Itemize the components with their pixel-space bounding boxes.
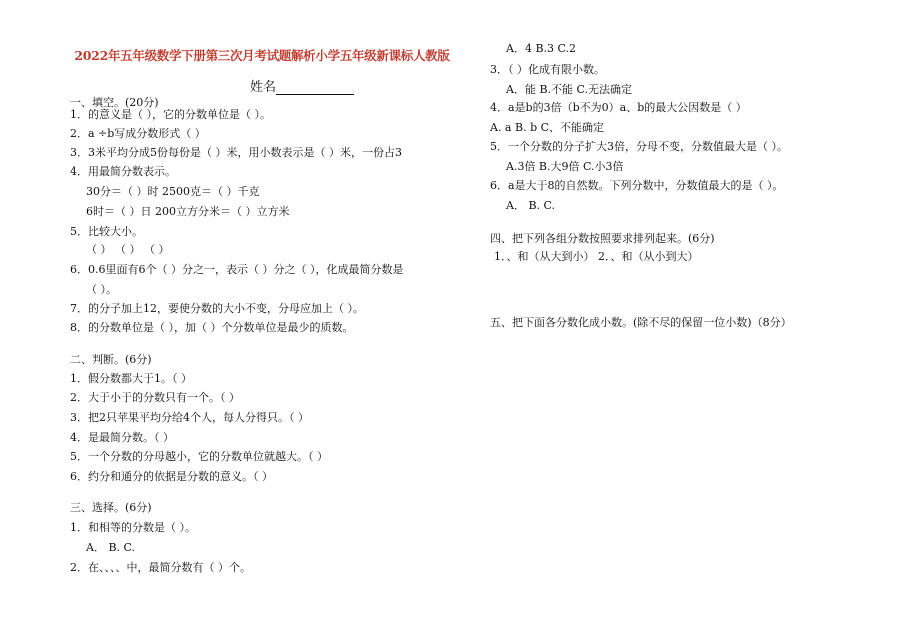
question-line: 30分＝（ ）时 2500克＝（ ）千克 <box>86 185 260 198</box>
question-line: 6．约分和通分的依据是分数的意义。（ ） <box>70 470 273 483</box>
page-title: 2022年五年级数学下册第三次月考试题解析小学五年级新课标人教版 <box>74 48 450 63</box>
question-line: 8．的分数单位是（ ），加（ ）个分数单位是最少的质数。 <box>70 321 354 334</box>
section-decimal: 五、把下面各分数化成小数。(除不尽的保留一位小数)（8分） <box>490 316 792 329</box>
question-line: 3．把2只苹果平均分给4个人，每人分得只。（ ） <box>70 411 309 424</box>
question-line: A． B. C. <box>86 541 136 554</box>
question-line: 2．a ÷b写成分数形式（ ） <box>70 127 206 140</box>
question-line: 4．是最简分数。（ ） <box>70 431 174 444</box>
question-line: A． B. C. <box>506 199 556 212</box>
section-order: 四、把下列各组分数按照要求排列起来。(6分) <box>490 232 715 245</box>
question-line: 5．一个分数的分母越小，它的分数单位就越大。（ ） <box>70 450 328 463</box>
question-line: 5．比较大小。 <box>70 225 143 238</box>
question-line: 1．、和（从大到小） 2．、和（从小到大） <box>494 250 699 263</box>
question-line: A．能 B.不能 C.无法确定 <box>506 83 633 96</box>
question-line: （ ） （ ） （ ） <box>86 243 170 256</box>
question-line: 3．（ ）化成有限小数。 <box>490 63 605 76</box>
question-line: 1．和相等的分数是（ ）。 <box>70 521 196 534</box>
question-line: A.3倍 B.大9倍 C.小3倍 <box>506 160 624 173</box>
question-line: 6时＝（ ）日 200立方分米＝（ ）立方米 <box>86 205 290 218</box>
question-line: 7．的分子加上12，要使分数的大小不变，分母应加上（ ）。 <box>70 302 364 315</box>
question-line: 2．大于小于的分数只有一个。（ ） <box>70 391 240 404</box>
question-line: 4．a是b的3倍（b不为0）a、b的最大公因数是（ ） <box>490 101 747 114</box>
question-line: 1．假分数都大于1。（ ） <box>70 372 192 385</box>
name-field <box>250 76 354 95</box>
question-line: 5．一个分数的分子扩大3倍，分母不变，分数值最大是（ ）。 <box>490 140 788 153</box>
section-judge: 二、判断。(6分) <box>70 353 152 366</box>
name-label: 姓名 <box>250 80 277 95</box>
question-line: （ ）。 <box>86 283 117 296</box>
section-fill-in: 一、填空。(20分) <box>70 96 159 109</box>
name-blank[interactable] <box>276 81 354 95</box>
question-line: 3．3米平均分成5份每份是（ ）米，用小数表示是（ ）米，一份占3 <box>70 146 402 159</box>
question-line: 2．在、、、、中，最简分数有（ ）个。 <box>70 561 251 574</box>
section-choice: 三、选择。(6分) <box>70 501 152 514</box>
question-line: 1．的意义是（ ），它的分数单位是（ ）。 <box>70 108 271 121</box>
question-line: A．4 B.3 C.2 <box>506 42 577 55</box>
question-line: 6．0.6里面有6个（ ）分之一，表示（ ）分之（ ），化成最简分数是 <box>70 263 404 276</box>
question-line: 4．用最简分数表示。 <box>70 165 176 178</box>
question-line: A. a B. b C、不能确定 <box>490 121 605 134</box>
question-line: 6．a是大于8的自然数。下列分数中，分数值最大的是（ ）。 <box>490 179 784 192</box>
